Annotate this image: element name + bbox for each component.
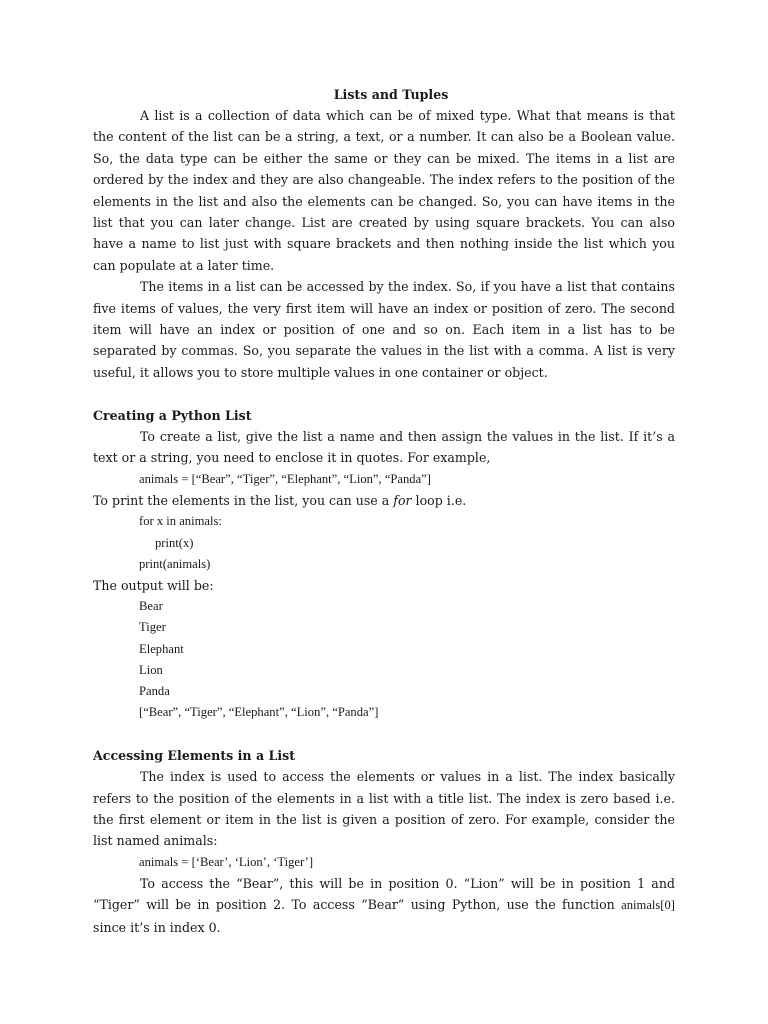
code-print-animals: print(animals) [139,556,211,571]
document-page [93,85,675,938]
accessing-p2-after: since it’s in index 0. [93,919,221,935]
output-line: Tiger [139,620,166,635]
output-line: Elephant [139,641,184,656]
code-print-x: print(x) [155,535,194,550]
intro-paragraph-1: A list is a collection of data which can be of mixed type. What that means is that the content of the list can be a string, a text, or a number. It can also be a Boolean value. So, the data type can be either the same or they can be mixed. The items in a list are ordered by the index and they are also changeable. The index refers to the position of the elements in the list and also the elements can be changed. So, you can have items in the list that you can later change. List are created by using square brackets. You can also have a name to list just with square brackets and then nothing inside the list which you can populate at a later time. [93,108,675,273]
output-line: Panda [139,683,170,698]
code-for-loop: for x in animals: [139,514,222,529]
accessing-p2-before: To access the “Bear”, this will be in position 0. “Lion” will be in position 1 and “Tiger” will be in position 2. To access “Bear” using Python, use the function [93,875,675,913]
output-label: The output will be: [93,577,214,593]
accessing-paragraph-2 [93,873,675,938]
page-title: Lists and Tuples [333,87,449,102]
print-intro-before: To print the elements in the list, you can use a [93,493,394,509]
output-line: [“Bear”, “Tiger”, “Elephant”, “Lion”, “Panda”] [139,705,379,720]
code-assign-animals-short: animals = [‘Bear’, ‘Lion’, ‘Tiger’] [139,854,314,869]
output-line: Bear [139,599,163,614]
output-line: Lion [139,662,163,677]
print-intro-keyword: for [393,493,412,509]
accessing-p2-function: animals[0] [621,898,675,913]
accessing-paragraph-1: The index is used to access the elements or values in a list. The index basically refers to the position of the elements in a list with a title list. The index is zero based i.e. the first element or item in the list is given a position of zero. For example, consider the list named animals: [93,769,675,849]
section-heading-accessing: Accessing Elements in a List [93,747,296,763]
print-intro-after: loop i.e. [411,493,467,509]
print-intro-line [93,490,675,511]
intro-paragraph-2: The items in a list can be accessed by the index. So, if you have a list that contains five items of values, the very first item will have an index or position of zero. The second item will have an index or position of one and so on. Each item in a list has to be separated by commas. So, you separate the values in the list with a comma. A list is very useful, it allows you to store multiple values in one container or object. [93,279,675,380]
creating-paragraph: To create a list, give the list a name and then assign the values in the list. If it’s a text or a string, you need to enclose it in quotes. For example, [93,429,675,466]
code-assign-animals: animals = [“Bear”, “Tiger”, “Elephant”, “Lion”, “Panda”] [139,471,431,486]
section-heading-creating: Creating a Python List [93,407,252,423]
